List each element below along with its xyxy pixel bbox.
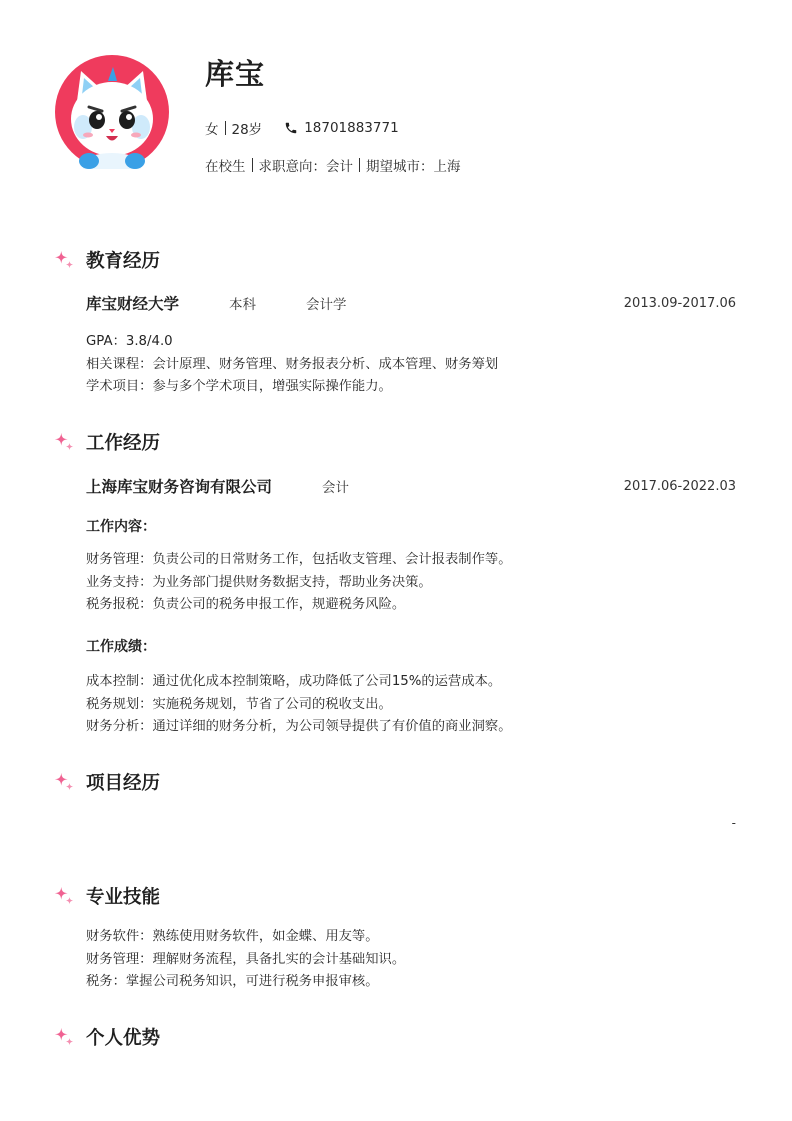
sparkle-icon (53, 249, 75, 271)
list-item: GPA：3.8/4.0 (86, 334, 173, 349)
sparkle-icon (53, 771, 75, 793)
job-info-row (205, 155, 461, 175)
candidate-name: 库宝 (205, 57, 266, 91)
age: 28岁 (231, 122, 263, 138)
basic-info-row (205, 118, 399, 138)
education-entry-header (86, 292, 736, 314)
company-name: 上海库宝财务咨询有限公司 (86, 478, 273, 496)
section-title: 工作经历 (86, 433, 161, 454)
work-content-details (86, 549, 512, 617)
list-item: 税务报税：负责公司的税务申报工作，规避税务风险。 (86, 597, 406, 612)
section-skills-header (53, 883, 160, 909)
section-work-header (53, 429, 160, 455)
separator (225, 121, 226, 135)
list-item: 财务分析：通过详细的财务分析，为公司领导提供了有价值的商业洞察。 (86, 719, 512, 734)
sparkle-icon (53, 1026, 75, 1048)
section-title: 教育经历 (86, 251, 161, 272)
project-date-placeholder: - (731, 816, 736, 830)
avatar (55, 55, 169, 169)
gender: 女 (205, 122, 219, 138)
list-item: 税务规划：实施税务规划，节省了公司的税收支出。 (86, 696, 392, 712)
list-item: 税务：掌握公司税务知识，可进行税务申报审核。 (86, 974, 379, 989)
skills-details (86, 926, 405, 994)
degree: 本科 (229, 297, 257, 313)
work-entry-header (86, 475, 736, 497)
section-project-header (53, 769, 160, 795)
separator (359, 158, 360, 172)
education-date: 2013.09-2017.06 (623, 295, 736, 311)
work-achievement-details (86, 671, 512, 739)
job-role: 会计 (322, 480, 350, 496)
list-item: 财务管理：理解财务流程，具备扎实的会计基础知识。 (86, 951, 406, 967)
job-intent: 求职意向：会计 (258, 159, 353, 175)
work-achievement-title: 工作成绩： (86, 639, 156, 655)
section-education-header (53, 247, 160, 273)
separator (252, 158, 253, 172)
section-title: 项目经历 (86, 773, 161, 794)
list-item: 财务管理：负责公司的日常财务工作，包括收支管理、会计报表制作等。 (86, 552, 512, 567)
education-details (86, 331, 498, 399)
sparkle-icon (53, 431, 75, 453)
list-item: 财务软件：熟练使用财务软件，如金蝶、用友等。 (86, 929, 379, 944)
section-title: 个人优势 (86, 1028, 161, 1049)
list-item: 相关课程：会计原理、财务管理、财务报表分析、成本管理、财务筹划 (86, 356, 499, 372)
expected-city: 期望城市：上海 (366, 159, 461, 175)
list-item: 学术项目：参与多个学术项目，增强实际操作能力。 (86, 379, 392, 394)
major: 会计学 (306, 297, 347, 313)
section-title: 专业技能 (86, 887, 161, 908)
section-advantages-header (53, 1024, 160, 1050)
school-name: 库宝财经大学 (86, 295, 180, 313)
sparkle-icon (53, 885, 75, 907)
phone-icon (284, 121, 298, 135)
work-date: 2017.06-2022.03 (623, 478, 736, 494)
student-status: 在校生 (205, 159, 246, 175)
list-item: 业务支持：为业务部门提供财务数据支持，帮助业务决策。 (86, 574, 432, 590)
phone-number: 18701883771 (304, 120, 399, 136)
list-item: 成本控制：通过优化成本控制策略，成功降低了公司15%的运营成本。 (86, 674, 502, 689)
work-content-title: 工作内容： (86, 519, 156, 535)
